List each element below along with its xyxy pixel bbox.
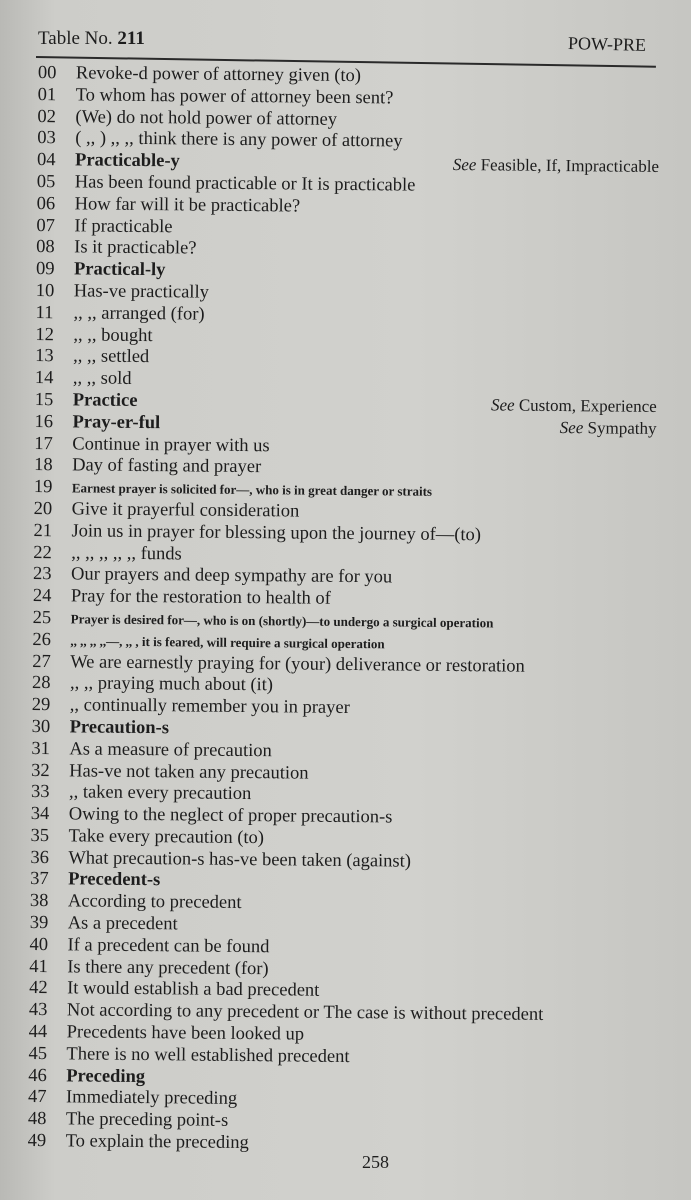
code-number: 39 [29, 913, 49, 934]
code-number: 28 [31, 673, 51, 694]
phrase-text: Precedents have been looked up [66, 1022, 305, 1045]
phrase-text: Not according to any precedent or The case is without precedent [66, 1000, 544, 1026]
code-number: 37 [30, 869, 49, 890]
see-label: See [490, 395, 515, 415]
phrase-text: ,, ,, settled [73, 346, 150, 368]
phrase-text: Prayer is desired for—, who is on (shortly)—to undergo a surgical operation [70, 611, 494, 631]
code-number: 00 [37, 63, 57, 84]
phrase-text: The preceding point-s [65, 1109, 229, 1132]
code-number: 35 [30, 825, 50, 847]
code-number: 33 [30, 782, 50, 803]
phrase-text: Has-ve not taken any precaution [69, 760, 309, 784]
see-also-targets: Custom, Experience [518, 395, 657, 416]
code-number: 30 [31, 716, 51, 738]
phrase-text: Has been found practicable or It is practicable [74, 172, 416, 196]
code-number: 40 [29, 934, 49, 956]
phrase-text: Join us in prayer for blessing upon the journey of—(to) [71, 521, 482, 546]
code-number: 09 [35, 259, 55, 280]
code-number: 41 [29, 956, 48, 977]
code-range: POW-PRE [567, 33, 647, 55]
table-label: Table No. [38, 28, 113, 49]
see-also [491, 394, 657, 417]
code-number: 17 [34, 433, 53, 454]
phrase-text: To whom has power of attorney been sent? [75, 85, 394, 109]
phrase-text: ,, ,, ,, ,, ,, funds [71, 542, 182, 564]
page-number: 258 [362, 1152, 389, 1172]
code-number: 38 [29, 891, 49, 912]
code-number: 46 [28, 1065, 47, 1086]
code-number: 25 [32, 607, 52, 629]
code-number: 11 [35, 302, 54, 323]
code-number: 45 [28, 1043, 48, 1064]
code-row [28, 1131, 650, 1159]
table-title [38, 28, 145, 50]
phrase-text: Pray for the restoration to health of [70, 586, 331, 609]
code-number: 10 [35, 280, 55, 302]
entry-heading: Practicable-y [74, 150, 180, 172]
phrase-text: There is no well established precedent [66, 1044, 350, 1067]
code-number: 47 [27, 1087, 47, 1108]
phrase-text: It would establish a bad precedent [67, 978, 320, 1002]
code-number: 07 [36, 215, 56, 236]
entry-heading: Practice [72, 390, 138, 411]
see-also-targets: Feasible, If, Impracticable [480, 155, 660, 177]
code-number: 15 [34, 389, 54, 411]
code-number: 16 [34, 411, 54, 432]
code-list [28, 63, 660, 1159]
code-number: 23 [32, 564, 52, 585]
phrase-text: (We) do not hold power of attorney [75, 106, 338, 130]
phrase-text: ,, continually remember you in prayer [69, 695, 350, 719]
code-number: 19 [33, 477, 53, 498]
see-also [560, 417, 657, 440]
phrase-text: ,, ,, praying much about (it) [69, 673, 274, 696]
phrase-text: How far will it be practicable? [74, 194, 301, 217]
entry-heading: Precedent-s [68, 869, 161, 891]
phrase-text: What precaution-s has-ve been taken (against) [68, 848, 412, 872]
code-number: 14 [34, 368, 54, 389]
code-number: 24 [32, 586, 52, 607]
code-number: 44 [28, 1022, 48, 1043]
phrase-text: To explain the preceding [65, 1131, 249, 1154]
code-number: 27 [32, 651, 51, 672]
code-number: 08 [36, 237, 55, 258]
code-number: 13 [35, 346, 54, 367]
entry-heading: Pray-er-ful [72, 412, 161, 433]
phrase-text: Give it prayerful consideration [71, 499, 300, 522]
entry-heading: Practical-ly [73, 259, 166, 281]
code-number: 02 [37, 106, 57, 127]
code-number: 18 [34, 455, 53, 476]
phrase-text: Is there any precedent (for) [67, 956, 269, 979]
code-number: 31 [31, 738, 51, 759]
code-number: 42 [29, 978, 48, 999]
code-number: 22 [33, 542, 52, 563]
phrase-text: Revoke-d power of attorney given (to) [75, 63, 362, 87]
code-number: 49 [27, 1130, 47, 1152]
see-label: See [559, 417, 584, 438]
table-number: 211 [117, 28, 145, 49]
phrase-text: Has-ve practically [73, 281, 209, 303]
phrase-text: Day of fasting and prayer [72, 455, 262, 478]
phrase-text: Immediately preceding [65, 1087, 238, 1110]
code-number: 34 [30, 804, 50, 825]
code-number: 29 [31, 695, 51, 716]
code-number: 48 [27, 1109, 47, 1130]
phrase-text: As a measure of precaution [69, 739, 272, 761]
phrase-text: Earnest prayer is solicited for—, who is in great danger or straits [71, 480, 433, 499]
phrase-text: If practicable [74, 215, 173, 237]
phrase-text: ,, ,, sold [72, 368, 132, 390]
see-also-targets: Sympathy [587, 418, 657, 438]
phrase-text: Is it practicable? [74, 237, 197, 259]
phrase-text: Owing to the neglect of proper precaution-s [68, 804, 393, 828]
entry-heading: Preceding [66, 1065, 146, 1087]
phrase-text: Our prayers and deep sympathy are for you [70, 564, 393, 588]
phrase-text: Continue in prayer with us [72, 433, 270, 456]
code-number: 06 [36, 193, 56, 214]
see-also [453, 154, 659, 178]
phrase-text: ,, ,, arranged (for) [73, 303, 205, 325]
phrase-text: ( ,, ) ,, ,, think there is any power of attorney [75, 128, 403, 152]
code-number: 04 [36, 150, 56, 171]
code-number: 43 [28, 1000, 48, 1021]
phrase-text: According to precedent [67, 891, 242, 914]
entry-heading: Precaution-s [69, 717, 170, 739]
phrase-text: We are earnestly praying for (your) deliverance or restoration [70, 651, 525, 677]
code-number: 01 [37, 84, 57, 105]
phrase-text: If a precedent can be found [67, 935, 270, 958]
phrase-text: ,, ,, bought [73, 324, 153, 346]
code-number: 05 [36, 171, 56, 193]
code-number: 21 [33, 520, 53, 541]
code-number: 32 [31, 760, 50, 781]
code-number: 03 [37, 128, 56, 149]
code-number: 36 [30, 847, 49, 868]
phrase-text: As a precedent [67, 913, 178, 935]
code-number: 20 [33, 498, 53, 520]
code-number: 26 [32, 629, 52, 650]
see-label: See [452, 155, 477, 175]
code-number: 12 [35, 324, 54, 345]
phrase-text: Take every precaution (to) [68, 826, 265, 849]
phrase-text: ,, ,, ,, ,,—, ,, , it is feared, will require a surgical operation [70, 633, 385, 652]
phrase-text: ,, taken every precaution [68, 782, 252, 805]
